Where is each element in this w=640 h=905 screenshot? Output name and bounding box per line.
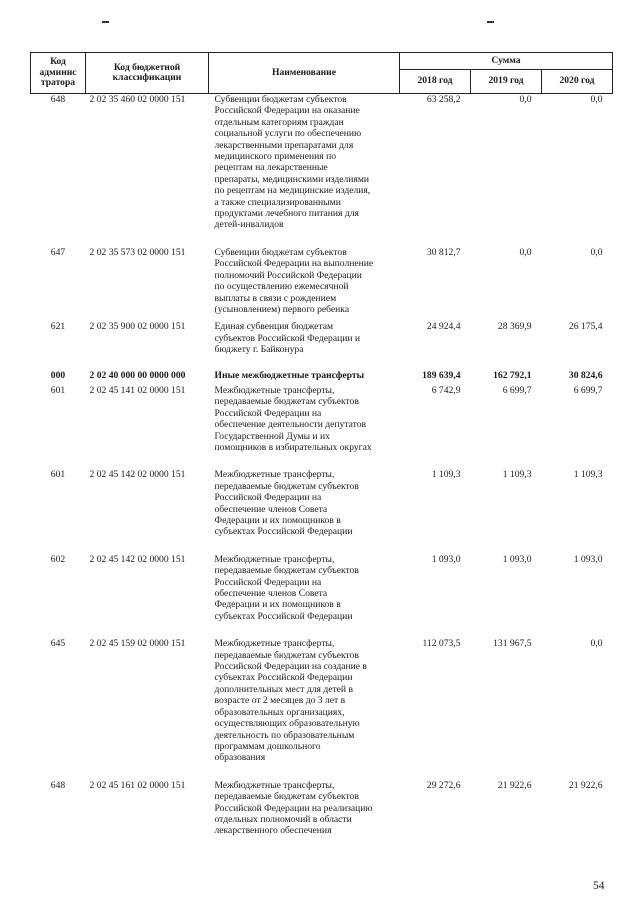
name-line: отдельным категориям граждан bbox=[214, 116, 344, 128]
name-line: Межбюджетные трансферты, bbox=[214, 384, 335, 396]
name-line: Российской Федерации на bbox=[214, 576, 322, 588]
name-line: по рецептам на медицинские изделия, bbox=[214, 185, 371, 197]
name-cell bbox=[209, 370, 400, 385]
name-cell bbox=[209, 247, 400, 321]
name-line: выплаты в связи с рождением bbox=[214, 292, 337, 304]
name-line: Единая субвенция бюджетам bbox=[214, 321, 334, 333]
amount-2018-cell: 24 924,4 bbox=[426, 321, 461, 333]
amount-2020-cell: 21 922,6 bbox=[568, 779, 603, 791]
amount-2020-cell: 26 175,4 bbox=[568, 321, 603, 333]
budget-code-cell: 2 02 45 161 02 0000 151 bbox=[89, 779, 186, 791]
budget-code-cell: 2 02 40 000 00 0000 000 bbox=[89, 369, 186, 381]
name-line: осуществляющих образовательную bbox=[214, 718, 360, 730]
amount-2018-cell: 6 742,9 bbox=[431, 384, 461, 396]
name-line: препараты, медицинскими изделиями bbox=[214, 173, 370, 185]
name-line: по осуществлению ежемесячной bbox=[214, 281, 349, 293]
amount-2018-cell: 112 073,5 bbox=[422, 638, 461, 650]
name-line: Межбюджетные трансферты, bbox=[214, 638, 335, 650]
header-year-2020: 2020 год bbox=[542, 70, 613, 94]
amount-2019-cell: 1 093,0 bbox=[502, 553, 532, 565]
name-cell bbox=[209, 469, 400, 553]
name-line: детей-инвалидов bbox=[214, 219, 284, 231]
name-line: Российской Федерации на создание в bbox=[214, 661, 367, 673]
admin-code-cell: 648 bbox=[50, 779, 66, 791]
name-line: дополнительных мест для детей в bbox=[214, 683, 353, 695]
table-row bbox=[31, 94, 613, 247]
name-line: лекарственного обеспечения bbox=[214, 825, 332, 837]
page-number: 54 bbox=[593, 880, 605, 892]
scan-mark-left bbox=[102, 21, 109, 23]
name-cell bbox=[209, 638, 400, 779]
amount-2020-cell: 0,0 bbox=[590, 638, 603, 650]
table-header bbox=[31, 53, 613, 94]
name-line: лекарственными препаратами для bbox=[214, 139, 354, 151]
budget-code-cell: 2 02 35 460 02 0000 151 bbox=[89, 94, 186, 105]
amount-2019-cell: 162 792,1 bbox=[493, 369, 532, 381]
table-row bbox=[31, 554, 613, 638]
name-line: обеспечение деятельности депутатов bbox=[214, 419, 367, 431]
table-row bbox=[31, 385, 613, 469]
amount-2019-cell: 1 109,3 bbox=[502, 469, 532, 481]
name-line: продуктами лечебного питания для bbox=[214, 208, 359, 220]
name-line: образования bbox=[214, 752, 266, 764]
table-row bbox=[31, 370, 613, 385]
name-line: Российской Федерации на bbox=[214, 492, 322, 504]
name-line: медицинского применения по bbox=[214, 151, 337, 163]
name-cell bbox=[209, 94, 400, 247]
name-line: деятельность по образовательным bbox=[214, 729, 355, 741]
budget-code-cell: 2 02 45 141 02 0000 151 bbox=[89, 384, 186, 396]
amount-2018-cell: 189 639,4 bbox=[422, 369, 461, 381]
name-line: полномочий Российской Федерации bbox=[214, 269, 362, 281]
admin-code-cell: 601 bbox=[50, 469, 66, 481]
amount-2018-cell: 29 272,6 bbox=[426, 779, 461, 791]
name-line: (усыновлением) первого ребенка bbox=[214, 303, 350, 315]
name-line: Российской Федерации на реализацию bbox=[214, 802, 373, 814]
name-line: Межбюджетные трансферты, bbox=[214, 779, 335, 791]
header-name: Наименование bbox=[209, 53, 400, 94]
name-line: Субвенции бюджетам субъектов bbox=[214, 94, 347, 105]
budget-code-cell: 2 02 45 159 02 0000 151 bbox=[89, 638, 186, 650]
admin-code-cell: 647 bbox=[50, 246, 66, 258]
amount-2018-cell: 30 812,7 bbox=[426, 246, 461, 258]
budget-revenue-table bbox=[30, 52, 613, 837]
name-line: передаваемые бюджетам субъектов bbox=[214, 480, 359, 492]
amount-2019-cell: 21 922,6 bbox=[497, 779, 532, 791]
amount-2019-cell: 0,0 bbox=[519, 246, 532, 258]
name-line: передаваемые бюджетам субъектов bbox=[214, 396, 359, 408]
table-row bbox=[31, 247, 613, 321]
name-line: Российской Федерации на bbox=[214, 407, 322, 419]
table-row bbox=[31, 638, 613, 779]
name-line: Субвенции бюджетам субъектов bbox=[214, 246, 347, 258]
name-line: бюджету г. Байконура bbox=[214, 344, 304, 356]
budget-code-cell: 2 02 35 573 02 0000 151 bbox=[89, 246, 186, 258]
name-line: отдельных полномочий в области bbox=[214, 813, 352, 825]
header-year-2018: 2018 год bbox=[400, 70, 471, 94]
name-line: а также специализированными bbox=[214, 196, 341, 208]
amount-2018-cell: 1 109,3 bbox=[431, 469, 461, 481]
header-sum: Сумма bbox=[400, 53, 613, 70]
admin-code-cell: 601 bbox=[50, 384, 66, 396]
amount-2020-cell: 0,0 bbox=[590, 94, 603, 105]
amount-2020-cell: 1 109,3 bbox=[573, 469, 603, 481]
header-year-2019: 2019 год bbox=[471, 70, 542, 94]
name-line: передаваемые бюджетам субъектов bbox=[214, 649, 359, 661]
amount-2019-cell: 28 369,9 bbox=[497, 321, 532, 333]
amount-2020-cell: 0,0 bbox=[590, 246, 603, 258]
table-row bbox=[31, 469, 613, 553]
name-line: субъектов Российской Федерации и bbox=[214, 332, 361, 344]
name-line: Российской Федерации на оказание bbox=[214, 105, 360, 117]
name-line: рецептам на лекарственные bbox=[214, 162, 328, 174]
admin-code-cell: 645 bbox=[50, 638, 66, 650]
table-body bbox=[31, 94, 613, 837]
name-line: Межбюджетные трансферты, bbox=[214, 553, 335, 565]
name-line: субъектах Российской Федерации bbox=[214, 610, 353, 622]
name-cell bbox=[209, 780, 400, 837]
name-line: образовательных организациях, bbox=[214, 706, 345, 718]
name-cell bbox=[209, 554, 400, 638]
amount-2020-cell: 1 093,0 bbox=[573, 553, 603, 565]
name-line: Межбюджетные трансферты, bbox=[214, 469, 335, 481]
budget-code-cell: 2 02 45 142 02 0000 151 bbox=[89, 469, 186, 481]
name-line: передаваемые бюджетам субъектов bbox=[214, 791, 359, 803]
admin-code-cell: 648 bbox=[50, 94, 66, 105]
name-line: передаваемые бюджетам субъектов bbox=[214, 565, 359, 577]
budget-code-cell: 2 02 35 900 02 0000 151 bbox=[89, 321, 186, 333]
name-line: Иные межбюджетные трансферты bbox=[214, 369, 365, 381]
name-cell bbox=[209, 321, 400, 369]
amount-2020-cell: 30 824,6 bbox=[568, 369, 603, 381]
amount-2019-cell: 0,0 bbox=[519, 94, 532, 105]
name-line: Федерации и их помощников в bbox=[214, 515, 341, 526]
header-admin-code: Код админис тратора bbox=[31, 53, 86, 94]
name-line: обеспечение членов Совета bbox=[214, 503, 328, 515]
name-line: субъектах Российской Федерации bbox=[214, 672, 353, 684]
name-line: помощников в избирательных округах bbox=[214, 441, 372, 453]
budget-code-cell: 2 02 45 142 02 0000 151 bbox=[89, 553, 186, 565]
name-cell bbox=[209, 385, 400, 469]
name-line: возрасте от 2 месяцев до 3 лет в bbox=[214, 695, 346, 707]
name-line: программам дошкольного bbox=[214, 740, 321, 752]
amount-2018-cell: 1 093,0 bbox=[431, 553, 461, 565]
header-budget-code: Код бюджетной классификации bbox=[86, 53, 209, 94]
amount-2020-cell: 6 699,7 bbox=[573, 384, 603, 396]
name-line: Федерации и их помощников в bbox=[214, 599, 341, 611]
scan-mark-right bbox=[487, 21, 494, 23]
admin-code-cell: 000 bbox=[50, 369, 66, 381]
admin-code-cell: 621 bbox=[50, 321, 66, 333]
amount-2019-cell: 131 967,5 bbox=[493, 638, 532, 650]
name-line: Российской Федерации на выполнение bbox=[214, 258, 374, 270]
amount-2019-cell: 6 699,7 bbox=[502, 384, 532, 396]
name-line: обеспечение членов Совета bbox=[214, 588, 328, 600]
table-row bbox=[31, 780, 613, 837]
name-line: Государственной Думы и их bbox=[214, 430, 330, 442]
table-row bbox=[31, 321, 613, 369]
name-line: субъектах Российской Федерации bbox=[214, 526, 353, 538]
admin-code-cell: 602 bbox=[50, 553, 66, 565]
amount-2018-cell: 63 258,2 bbox=[426, 94, 461, 105]
name-line: социальной услуги по обеспечению bbox=[214, 128, 362, 140]
